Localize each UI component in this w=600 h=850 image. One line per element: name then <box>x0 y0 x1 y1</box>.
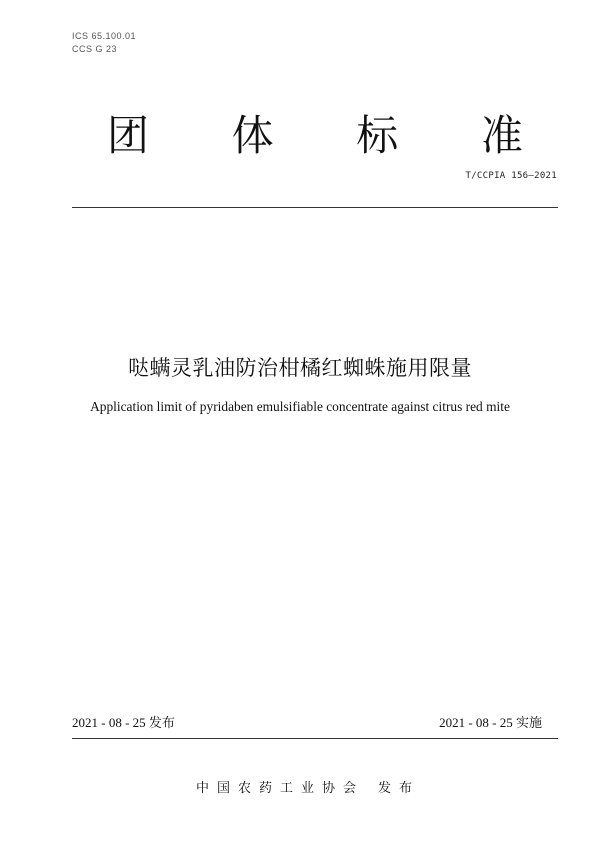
implement-date: 2021 - 08 - 25 实施 <box>439 715 542 730</box>
publisher-action: 发布 <box>378 781 421 796</box>
header-divider <box>72 207 558 208</box>
footer-divider <box>72 738 558 739</box>
standard-type-char: 标 <box>356 111 399 160</box>
title-chinese: 哒螨灵乳油防治柑橘红蜘蛛施用限量 <box>128 356 472 380</box>
standard-type-char: 体 <box>231 111 274 160</box>
issue-date: 2021 - 08 - 25 发布 <box>72 715 175 730</box>
standard-type-heading <box>100 108 530 164</box>
title-english: Application limit of pyridaben emulsifiable concentrate against citrus red mite <box>90 399 510 414</box>
standard-type-char: 准 <box>480 111 523 160</box>
classification-codes <box>72 30 136 56</box>
ccs-code: CCS G 23 <box>72 44 118 54</box>
standard-type-char: 团 <box>106 111 149 160</box>
standard-number: T/CCPIA 156—2021 <box>465 171 557 181</box>
publisher-line <box>0 780 600 798</box>
ics-code: ICS 65.100.01 <box>72 31 137 41</box>
publisher-org: 中国农药工业协会 <box>195 781 364 796</box>
